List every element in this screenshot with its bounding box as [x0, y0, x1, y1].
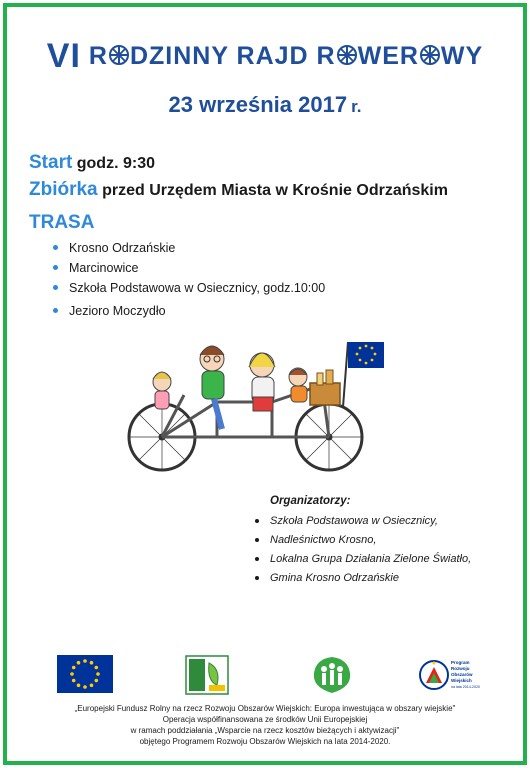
list-item: Szkoła Podstawowa w Osiecznicy, godz.10:00	[53, 279, 325, 299]
date-text: 23 września 2017	[168, 92, 348, 117]
organizers-list	[255, 512, 471, 588]
wheel-letter-icon	[337, 45, 357, 65]
list-item: Jezioro Moczydło	[53, 302, 325, 322]
prow-text-3: Obszarów	[451, 672, 473, 677]
basket	[310, 383, 340, 405]
route-list	[53, 239, 325, 322]
list-item: Lokalna Grupa Działania Zielone Światło,	[255, 550, 471, 569]
date-suffix: r.	[351, 97, 362, 116]
prow-text-5: na lata 2014-2020	[451, 685, 480, 689]
footer-line: w ramach poddziałania „Wsparcie na rzecz kosztów bieżących i aktywizacji"	[130, 726, 400, 735]
event-date	[7, 92, 523, 118]
list-item: Nadleśnictwo Krosno,	[255, 531, 471, 550]
gathering-label: Zbiórka	[29, 179, 98, 200]
title-part: DZINNY RAJD R	[129, 42, 336, 70]
prow-text-1: Program	[451, 660, 470, 665]
list-item: Szkoła Podstawowa w Osiecznicy,	[255, 512, 471, 531]
footer-line: objętego Programem Rozwoju Obszarów Wiejskich na lata 2014-2020.	[139, 737, 391, 746]
father-rider	[200, 346, 224, 429]
prow-2014-2020-logo	[417, 655, 481, 695]
event-title	[7, 37, 523, 76]
gathering-line	[29, 179, 448, 201]
gathering-place: przed Urzędem Miasta w Krośnie Odrzańskim	[102, 182, 448, 199]
title-roman-numeral: VI	[46, 37, 81, 75]
eu-flag-icon	[343, 342, 384, 407]
funding-footer	[7, 703, 523, 747]
poster-frame	[3, 3, 527, 765]
title-text	[89, 42, 483, 70]
footer-line: Operacja współfinansowana ze środków Unii Europejskiej	[162, 715, 368, 724]
start-line	[29, 152, 155, 174]
organizers-title: Organizatorzy:	[270, 495, 351, 507]
list-item: Gmina Krosno Odrzańskie	[255, 569, 471, 588]
title-part: WER	[357, 42, 419, 70]
wheel-letter-icon	[420, 45, 440, 65]
mother-rider	[249, 353, 275, 411]
wheel-letter-icon	[109, 45, 129, 65]
prow-text-2: Rozwoju	[451, 666, 470, 671]
sponsor-logos	[7, 655, 523, 697]
family-tandem-bike-illustration	[122, 337, 397, 477]
prow-text-4: Wiejskich	[451, 678, 472, 683]
start-time: godz. 9:30	[76, 155, 155, 172]
list-item: Marcinowice	[53, 259, 325, 279]
lgd-zielone-swiatlo-logo	[310, 655, 354, 695]
child-rider	[153, 372, 171, 409]
title-part: R	[88, 42, 108, 70]
route-title: TRASA	[29, 212, 95, 233]
leader-logo	[185, 655, 229, 695]
title-part: WY	[440, 42, 484, 70]
footer-line: „Europejski Fundusz Rolny na rzecz Rozwoju Obszarów Wiejskich: Europa inwestująca w obszary wiejskie"	[74, 704, 456, 713]
eu-flag-logo	[57, 655, 113, 693]
start-label: Start	[29, 152, 73, 173]
boy-rider	[289, 368, 307, 402]
list-item: Krosno Odrzańskie	[53, 239, 325, 259]
